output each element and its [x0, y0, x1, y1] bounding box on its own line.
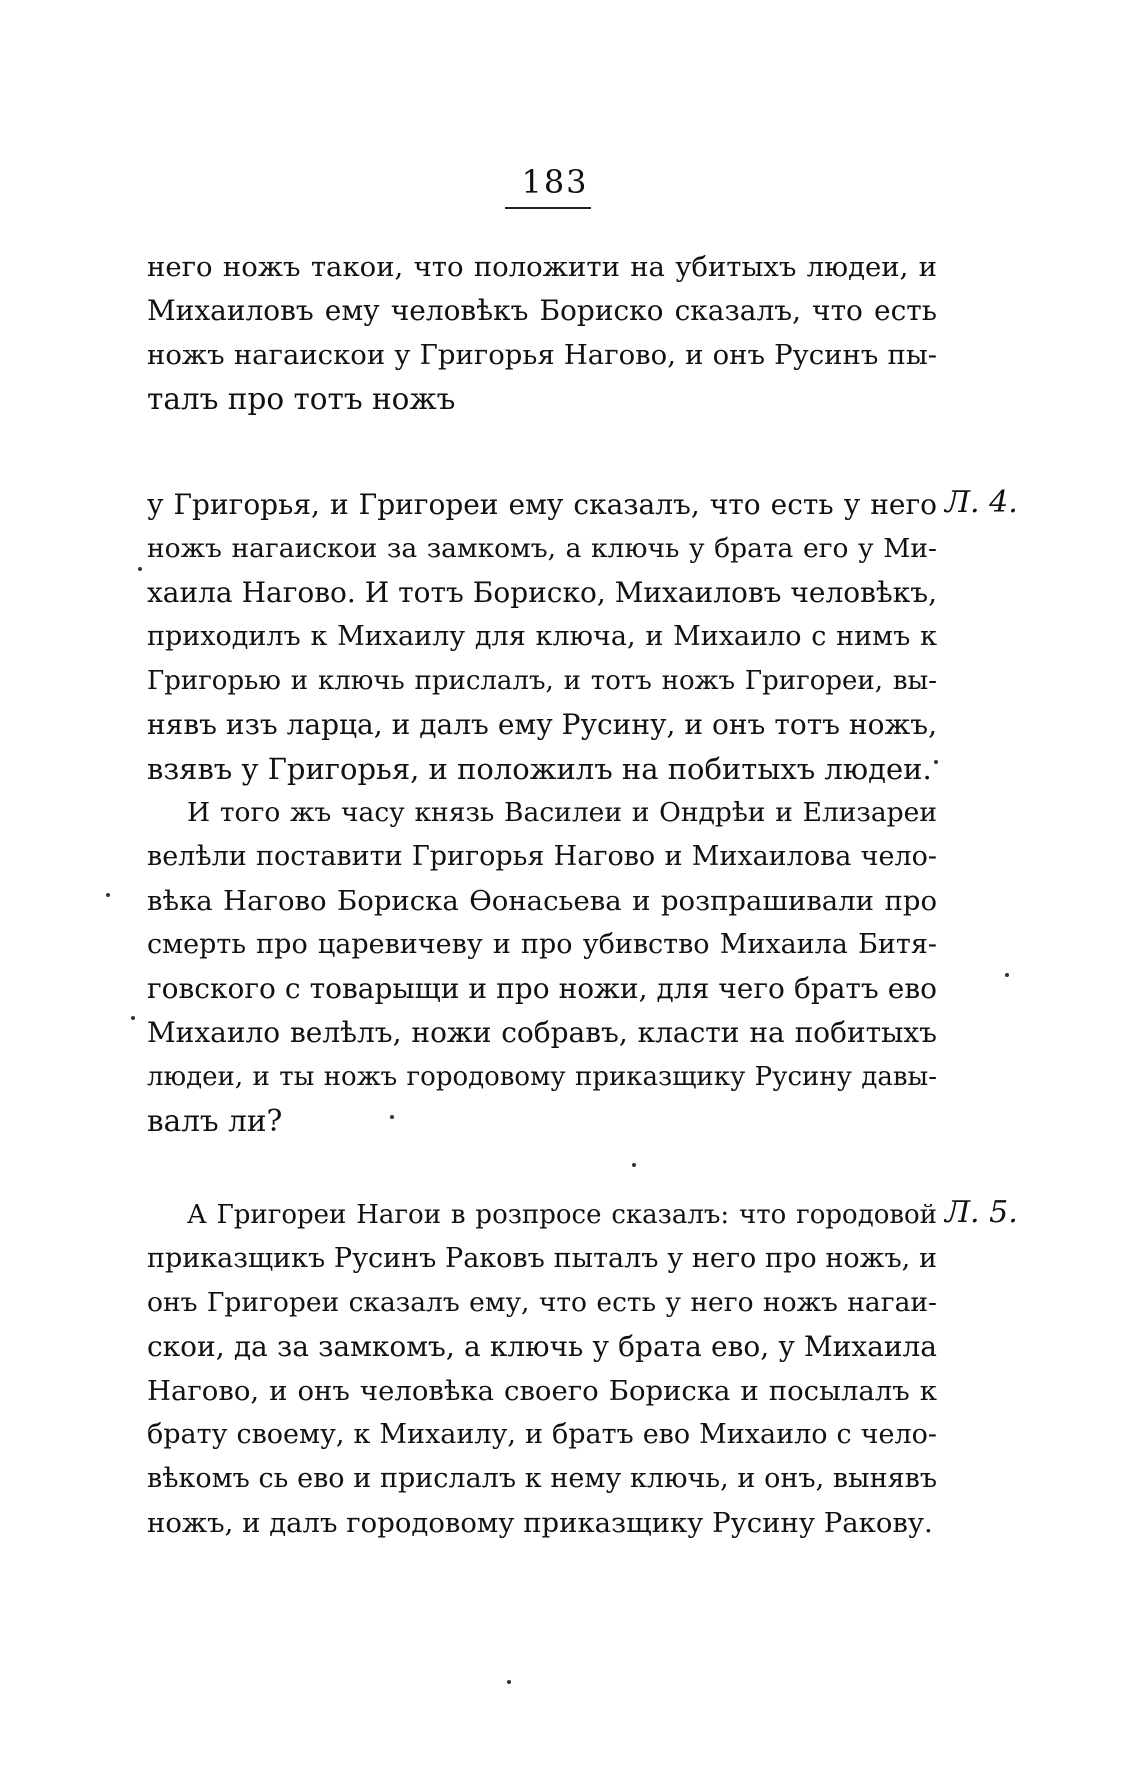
text-line: смерть про царевичеву и про убивство Михаила Битя-	[147, 929, 937, 960]
text-line: брату своему, к Михаилу, и братъ ево Михаило с чело-	[147, 1419, 937, 1450]
text-line: Нагово, и онъ человѣка своего Бориска и посылалъ к	[147, 1375, 937, 1407]
text-line: людеи, и ты ножъ городовому приказщику Русину давы-	[147, 1062, 937, 1092]
text-line: нявъ изъ ларца, и далъ ему Русину, и онъ тотъ ножъ,	[147, 708, 937, 741]
text-line: Михаиловъ ему человѣкъ Бориско сказалъ, что есть	[147, 294, 937, 327]
paragraph-1	[147, 245, 937, 421]
text-line: велѣли поставити Григорья Нагово и Михаилова чело-	[147, 841, 937, 872]
text-line: валъ ли?	[147, 1104, 283, 1138]
margin-note-folio-4: Л. 4.	[945, 485, 1018, 520]
text-line: И того жъ часу князь Василеи и Ондрѣи и Елизареи	[187, 797, 937, 828]
text-line: хаила Нагово. И тотъ Бориско, Михаиловъ человѣкъ,	[147, 576, 937, 609]
text-line: у Григорья, и Григореи ему сказалъ, что есть у него	[147, 488, 937, 521]
text-line: приказщикъ Русинъ Раковъ пыталъ у него про ножъ, и	[147, 1243, 937, 1274]
text-line: А Григореи Нагои в розпросе сказалъ: что городовой	[187, 1200, 937, 1230]
paragraph-3	[147, 791, 937, 1143]
text-line: ножъ, и далъ городовому приказщику Русину Ракову.	[147, 1507, 933, 1539]
text-line: приходилъ к Михаилу для ключа, и Михаило с нимъ к	[147, 621, 937, 652]
margin-note-folio-5: Л. 5.	[945, 1195, 1018, 1230]
page-number: 183	[521, 163, 589, 201]
text-line: вѣка Нагово Бориска Өонасьева и розпрашивали про	[147, 885, 937, 917]
scan-speck	[934, 760, 938, 764]
scan-speck	[106, 893, 110, 897]
page-number-rule	[505, 207, 591, 209]
text-line: скои, да за замкомъ, а ключь у брата ево, у Михаила	[147, 1330, 937, 1363]
scan-speck	[390, 1115, 394, 1119]
text-line: взявъ у Григорья, и положилъ на побитыхъ людеи.	[147, 752, 932, 786]
text-line: Михаило велѣлъ, ножи собравъ, класти на побитыхъ	[147, 1016, 937, 1049]
text-line: него ножъ такои, что положити на убитыхъ людеи, и	[147, 251, 937, 283]
text-line: онъ Григореи сказалъ ему, что есть у него ножъ нагаи-	[147, 1287, 937, 1318]
text-line: Григорью и ключь прислалъ, и тотъ ножъ Григореи, вы-	[147, 666, 937, 696]
text-line: вѣкомъ сь ево и прислалъ к нему ключь, и онъ, вынявъ	[147, 1463, 937, 1494]
text-line: говского с товарыщи и про ножи, для чего братъ ево	[147, 972, 937, 1005]
scan-speck	[507, 1680, 511, 1684]
paragraph-4	[147, 1193, 937, 1545]
text-line: ножъ нагаискои за замкомъ, а ключь у брата его у Ми-	[147, 533, 937, 564]
scan-speck	[131, 1016, 135, 1020]
scan-speck	[138, 567, 142, 571]
paragraph-2	[147, 483, 937, 791]
text-line: ножъ нагаискои у Григорья Нагово, и онъ Русинъ пы-	[147, 339, 937, 371]
scan-speck	[1005, 973, 1009, 977]
scan-speck	[632, 1163, 636, 1167]
text-line: талъ про тотъ ножъ	[147, 382, 456, 416]
